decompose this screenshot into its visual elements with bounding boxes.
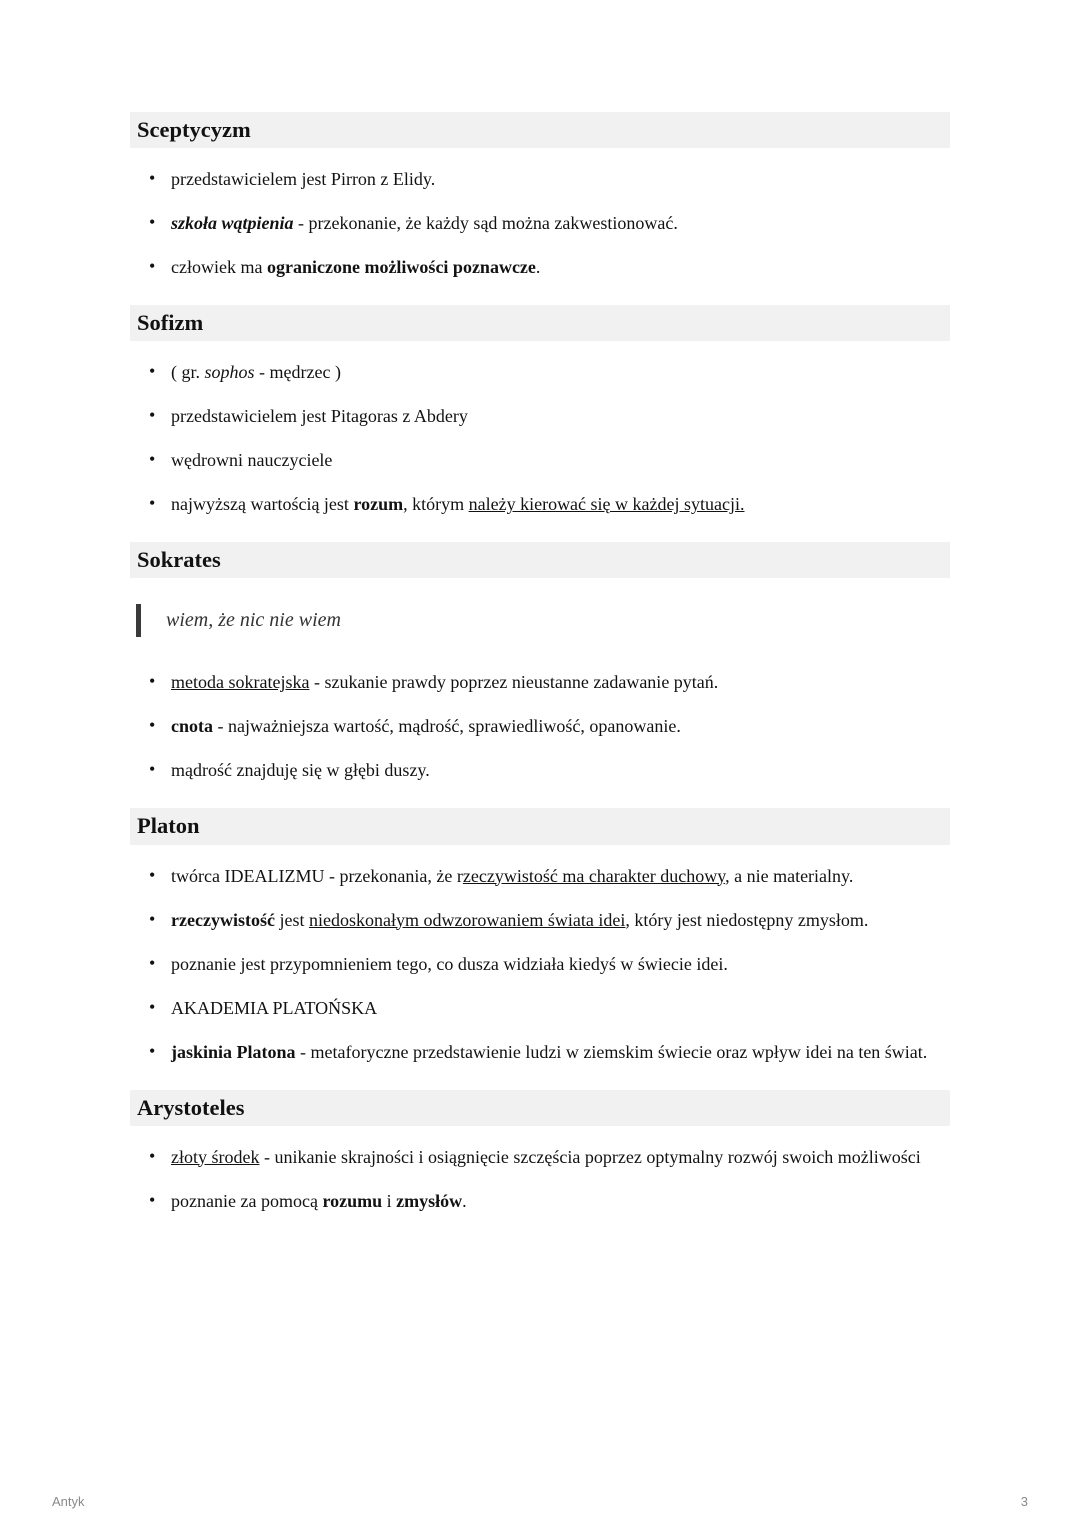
list-item <box>171 359 950 386</box>
list-item <box>171 491 950 518</box>
text-segment: , który jest niedostępny zmysłom. <box>625 909 869 930</box>
section-heading-arystoteles: Arystoteles <box>130 1090 950 1126</box>
text-segment: rozum <box>353 494 404 515</box>
document-body <box>130 112 950 1215</box>
section-arystoteles <box>130 1090 950 1215</box>
footer-page-number: 3 <box>1020 1494 1028 1509</box>
text-segment: , a nie materialny. <box>725 865 854 886</box>
bullet-list <box>130 669 950 784</box>
text-segment: poznanie za pomocą <box>171 1190 323 1211</box>
list-item <box>171 907 950 934</box>
text-segment: poznanie jest przypomnieniem tego, co dusza widziała kiedyś w świecie idei. <box>171 953 728 974</box>
text-segment: i <box>382 1190 397 1211</box>
list-item <box>171 669 950 696</box>
text-segment: - przekonanie, że każdy sąd można zakwestionować. <box>293 213 678 234</box>
text-segment: przedstawicielem jest Pitagoras z Abdery <box>171 406 468 427</box>
list-item <box>171 713 950 740</box>
bullet-list <box>130 359 950 518</box>
list-item <box>171 757 950 784</box>
page-footer <box>0 1494 1080 1509</box>
section-sofizm <box>130 305 950 518</box>
section-platon <box>130 808 950 1065</box>
text-segment: przedstawicielem jest Pirron z Elidy. <box>171 169 436 190</box>
list-item <box>171 166 950 193</box>
section-heading-platon: Platon <box>130 808 950 844</box>
list-item <box>171 951 950 978</box>
text-segment: mądrość znajduję się w głębi duszy. <box>171 760 430 781</box>
text-segment: jaskinia Platona <box>171 1041 296 1062</box>
text-segment: zmysłów <box>396 1190 463 1211</box>
text-segment: zeczywistość ma charakter duchowy <box>462 865 726 886</box>
text-segment: - najważniejsza wartość, mądrość, sprawiedliwość, opanowanie. <box>213 716 681 737</box>
section-heading-sofizm: Sofizm <box>130 305 950 341</box>
text-segment: - mędrzec ) <box>254 362 341 383</box>
bullet-list <box>130 1144 950 1215</box>
text-segment: wędrowni nauczyciele <box>171 450 333 471</box>
text-segment: złoty środek <box>171 1146 260 1167</box>
text-segment: należy kierować się w każdej sytuacji. <box>468 494 745 515</box>
text-segment: jest <box>274 909 309 930</box>
list-item <box>171 254 950 281</box>
bullet-list <box>130 863 950 1066</box>
quote-text: wiem, że nic nie wiem <box>166 609 341 632</box>
text-segment: metoda sokratejska <box>171 672 310 693</box>
text-segment: . <box>535 257 541 278</box>
section-sokrates <box>130 542 950 784</box>
text-segment: AKADEMIA PLATOŃSKA <box>171 997 378 1018</box>
list-item <box>171 995 950 1022</box>
text-segment: rozumu <box>322 1190 383 1211</box>
text-segment: człowiek ma <box>171 257 267 278</box>
text-segment: szkoła wątpienia <box>171 213 294 234</box>
section-sceptycyzm <box>130 112 950 281</box>
text-segment: ograniczone możliwości poznawcze <box>266 257 536 278</box>
list-item <box>171 210 950 237</box>
quote <box>136 604 950 637</box>
text-segment: . <box>462 1190 467 1211</box>
text-segment: sophos <box>204 362 255 383</box>
text-segment: najwyższą wartością jest <box>171 494 354 515</box>
section-heading-sokrates: Sokrates <box>130 542 950 578</box>
footer-document-title: Antyk <box>52 1494 85 1509</box>
text-segment: - metaforyczne przedstawienie ludzi w ziemskim świecie oraz wpływ idei na ten świat. <box>295 1041 928 1062</box>
list-item <box>171 1144 950 1171</box>
text-segment: - szukanie prawdy poprzez nieustanne zadawanie pytań. <box>309 672 719 693</box>
list-item <box>171 1188 950 1215</box>
list-item <box>171 447 950 474</box>
bullet-list <box>130 166 950 281</box>
text-segment: , którym <box>403 494 469 515</box>
text-segment: cnota <box>171 716 213 737</box>
text-segment: twórca IDEALIZMU - przekonania, że r <box>171 865 463 886</box>
list-item <box>171 403 950 430</box>
text-segment: ( gr. <box>171 362 205 383</box>
section-heading-sceptycyzm: Sceptycyzm <box>130 112 950 148</box>
list-item <box>171 863 950 890</box>
text-segment: rzeczywistość <box>171 909 275 930</box>
list-item <box>171 1039 950 1066</box>
text-segment: - unikanie skrajności i osiągnięcie szczęścia poprzez optymalny rozwój swoich możliwości <box>259 1146 921 1167</box>
text-segment: niedoskonałym odwzorowaniem świata idei <box>308 909 626 930</box>
